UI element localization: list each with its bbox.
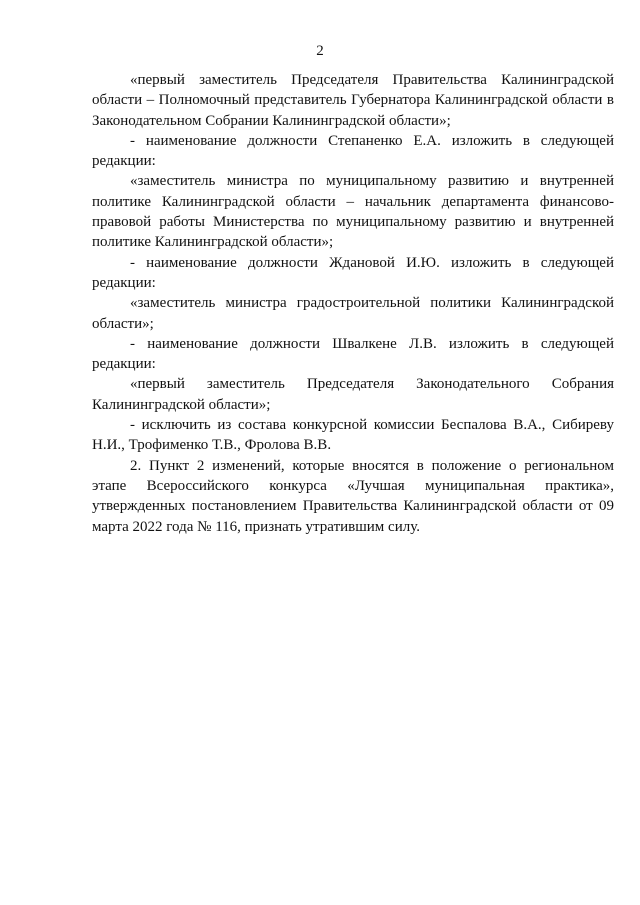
document-body [92, 70, 614, 537]
paragraph-stepanenko-title: «заместитель министра по муниципальному развитию и внутренней политике Калининградской области – начальник департамента финансово-правовой работы Министерства по муниципальному развитию и внутренней политике Калининградской области»; [92, 173, 614, 251]
paragraph-stepanenko-instruction: - наименование должности Степаненко Е.А. изложить в следующей редакции: [92, 132, 614, 170]
page-number: 2 [316, 43, 324, 59]
paragraph-shvalkene-title: «первый заместитель Председателя Законодательного Собрания Калининградской области»; [92, 376, 614, 413]
paragraph-item-2: 2. Пункт 2 изменений, которые вносятся в положение о региональном этапе Всероссийского конкурса «Лучшая муниципальная практика», утвержденных постановлением Правительства Калининградской области от 09 марта 2022 года № 116, признать утратившим силу. [92, 457, 614, 535]
paragraph-zhdanova-instruction: - наименование должности Ждановой И.Ю. изложить в следующей редакции: [92, 254, 614, 291]
paragraph-shvalkene-instruction: - наименование должности Швалкене Л.В. изложить в следующей редакции: [92, 335, 614, 373]
paragraph-exclusion: - исключить из состава конкурсной комиссии Беспалова В.А., Сибиреву Н.И., Трофименко Т.В., Фролова В.В. [92, 417, 614, 454]
paragraph-zhdanova-title: «заместитель министра градостроительной политики Калининградской области»; [92, 295, 614, 332]
paragraph-first-deputy-title: «первый заместитель Председателя Правительства Калининградской области – Полномочный представитель Губернатора Калининградской области в Законодательном Собрании Калининградской области»; [92, 72, 614, 129]
